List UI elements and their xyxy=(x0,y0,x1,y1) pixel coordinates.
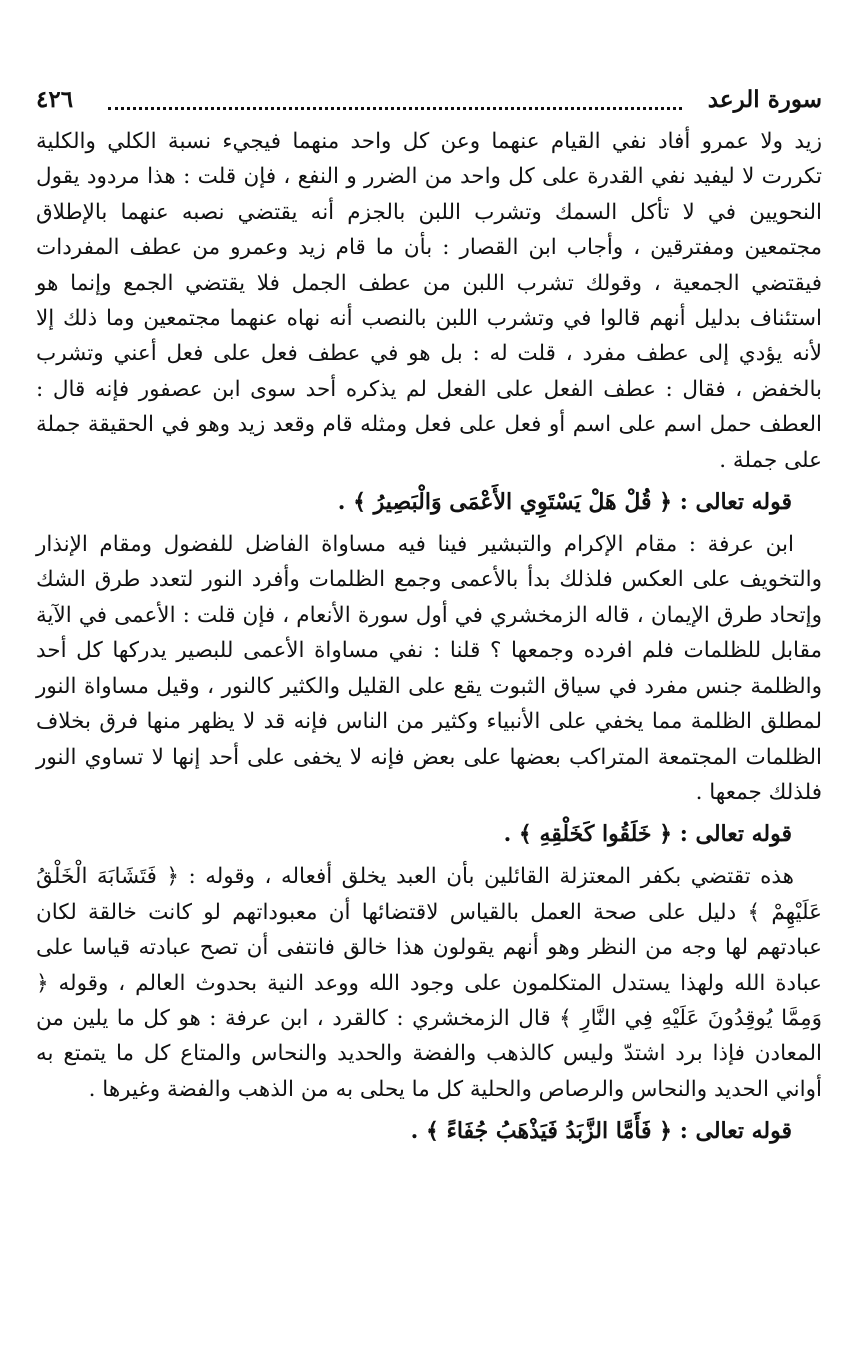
page-header xyxy=(36,82,822,122)
paragraph: زيد ولا عمرو أفاد نفي القيام عنهما وعن كل واحد منهما فيجيء نسبة الكلي والكلية تكررت لا ليفيد نفي القدرة على كل واحد من الضرر و النفع ، فإن قلت : هذا مردود يقول النحويين في لا تأكل السمك وتشرب اللبن بالجزم أنه يقتضي نصبه عنهما بالإطلاق مجتمعين ومفترقين ، وأجاب ابن القصار : بأن ما قام زيد وعمرو من عطف المفردات فيقتضي الجمعية ، وقولك تشرب اللبن من عطف الجمل فلا يقتضي الجمع وإنما هو استئناف بدليل أنهم قالوا في وتشرب اللبن بالنصب أنه نهاه عنهما مجتمعين وما ذلك إلا لأنه يؤدي إلى عطف مفرد ، قلت له : بل هو في عطف فعل على فعل أعني وتشرب بالخفض ، فقال : عطف الفعل على الفعل لم يذكره أحد سوى ابن عصفور فإنه قال : العطف حمل اسم على اسم أو فعل على فعل ومثله قام وقعد زيد وهو في الحقيقة جملة على جملة . xyxy=(36,129,822,473)
running-head: سورة الرعد xyxy=(707,86,822,113)
header-dotted-rule xyxy=(108,107,682,110)
paragraph: هذه تقتضي بكفر المعتزلة القائلين بأن العبد يخلق أفعاله ، وقوله : ﴿ فَتَشَابَهَ الْخَلْقُ عَلَيْهِمْ ﴾ دليل على صحة العمل بالقياس لاقتضائها أن معبوداتهم لو كانت خالقة لكان عبادتهم لها وجه من النظر وهو أنهم يقولون هذا خالق فانتفى أن تصح عبادته قياسا على عبادة الله ولهذا يستدل المتكلمون على وجود الله ووعد النية بحدوث العالم ، وقوله ﴿ وَمِمَّا يُوقِدُونَ عَلَيْهِ فِي النَّارِ ﴾ قال الزمخشري : كالقرد ، ابن عرفة : هو كل ما يلين من المعادن فإذا برد اشتدّ وليس كالذهب والفضة والحديد والنحاس والمتاع كل ما يتمتع به أواني الحديد والنحاس والرصاص والحلية كل ما يحلى به من الذهب والفضة وغيرها . xyxy=(36,864,822,1102)
verse-heading: قوله تعالى : ﴿ قُلْ هَلْ يَسْتَوِي الأَعْمَى وَالْبَصِيرُ ﴾ . xyxy=(337,489,792,516)
paragraph: ابن عرفة : مقام الإكرام والتبشير فينا فيه مساواة الفاضل للفضول ومقام الإنذار والتخويف على العكس فلذلك بدأ بالأعمى وجمع الظلمات وأفرد النور لتعدد طرق الشك وإتحاد طرق الإيمان ، قاله الزمخشري في أول سورة الأنعام ، فإن قلت : الأعمى في الآية مقابل للظلمات فلم افرده وجمعها ؟ قلنا : نفي مساواة الأعمى للبصير يدركها كل أحد والظلمة جنس مفرد في سياق الثبوت يقع على القليل والكثير كالنور ، وقيل مساواة النور لمطلق الظلمة مما يخفي على الأنبياء وكثير من الناس فإنه قد لا يظهر منها فرق بخلاف الظلمات المجتمعة المتراكب بعضها على بعض فإنه لا يخفى على أحد إنها لا تساوي النور فلذلك جمعها . xyxy=(36,532,822,805)
verse-heading: قوله تعالى : ﴿ خَلَقُوا كَخَلْقِهِ ﴾ . xyxy=(503,821,792,848)
body-text xyxy=(36,124,822,1150)
verse-heading: قوله تعالى : ﴿ فَأَمَّا الزَّبَدُ فَيَذْهَبُ جُفَاءً ﴾ . xyxy=(410,1118,792,1145)
page-number: ٤٢٦ xyxy=(36,86,74,113)
